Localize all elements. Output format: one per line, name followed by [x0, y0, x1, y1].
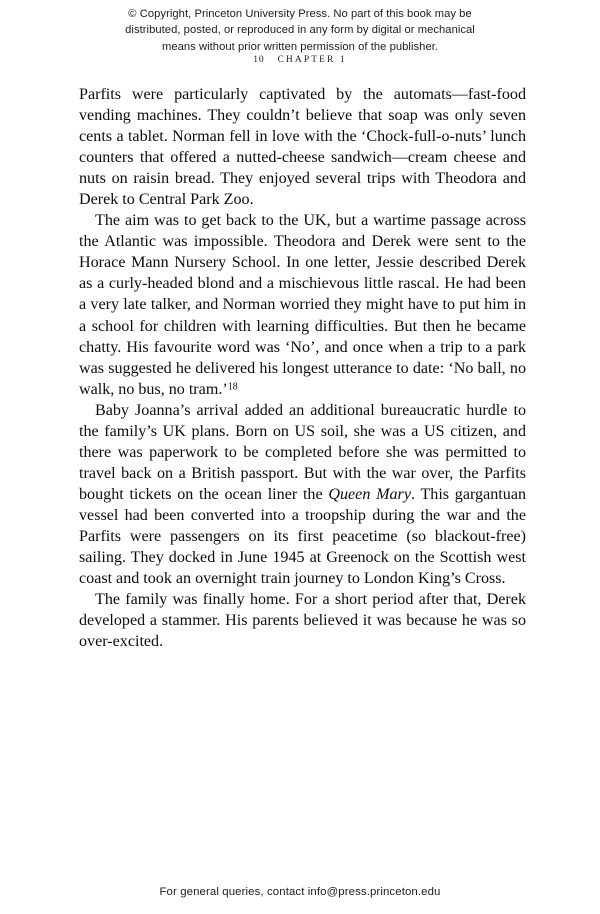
body-paragraph-baby-joanna: [79, 400, 526, 589]
paragraph-text-run: The aim was to get back to the UK, but a wartime passage across the Atlantic was impossible. Theodora and Derek were sent to the Horace Mann Nursery School. In one letter, Jessie described Derek as a curly-headed blond and a mischievous little rascal. He had been a very late talker, and Norman worried they might have to put him in a school for children with learning difficulties. But then he became chatty. His favourite word was ‘No’, and once when a trip to a park was suggested he delivered his longest utterance to date: ‘No ball, no walk, no bus, no tram.’: [79, 212, 526, 398]
body-paragraph-wartime-passage: [79, 210, 526, 399]
body-text-block: [79, 84, 526, 652]
paragraph-text-run-tail: . This gargantuan vessel had been converted into a troopship during the war and the Parfits were passengers on its first peacetime (so blackout-free) sailing. They docked in June 1945 at Greenock on the Scottish west coast and took an overnight train journey to London King’s Cross.: [79, 485, 527, 588]
body-paragraph-automats: Parfits were particularly captivated by the automats—fast-food vending machines. They couldn’t believe that soap was only seven cents a tablet. Norman fell in love with the ‘Chock-full-o-nuts’ lunch counters that offered a nutted-cheese sandwich—cream cheese and nuts on raisin bread. They enjoyed several trips with Theodora and Derek to Central Park Zoo.: [79, 86, 526, 209]
copyright-notice-line-1: © Copyright, Princeton University Press. No part of this book may be: [128, 8, 472, 20]
general-queries-text: For general queries, contact info@press.princeton.edu: [159, 886, 441, 898]
copyright-notice: [0, 6, 600, 55]
copyright-notice-line-2: distributed, posted, or reproduced in any form by digital or mechanical: [125, 24, 475, 37]
page-folio-number: 10: [253, 55, 265, 65]
ship-name-italic: Queen Mary: [328, 485, 411, 503]
paragraph-text-run: Baby Joanna’s arrival added an additional bureaucratic hurdle to the family’s UK plans. Born on US soil, she was a US citizen, and there was paperwork to be completed before she was permitted to travel back on a British passport. But with the war over, the Parfits bought tickets on the ocean liner the: [79, 401, 526, 503]
running-head-chapter-label: CHAPTER 1: [277, 55, 347, 65]
page-footer: [0, 886, 600, 898]
running-head: [0, 55, 600, 65]
footnote-marker[interactable]: 18: [227, 381, 238, 393]
body-paragraph-family-home: The family was finally home. For a short period after that, Derek developed a stammer. His parents believed it was because he was so over-excited.: [79, 591, 526, 651]
copyright-notice-line-3: means without prior written permission of the publisher.: [161, 40, 439, 53]
